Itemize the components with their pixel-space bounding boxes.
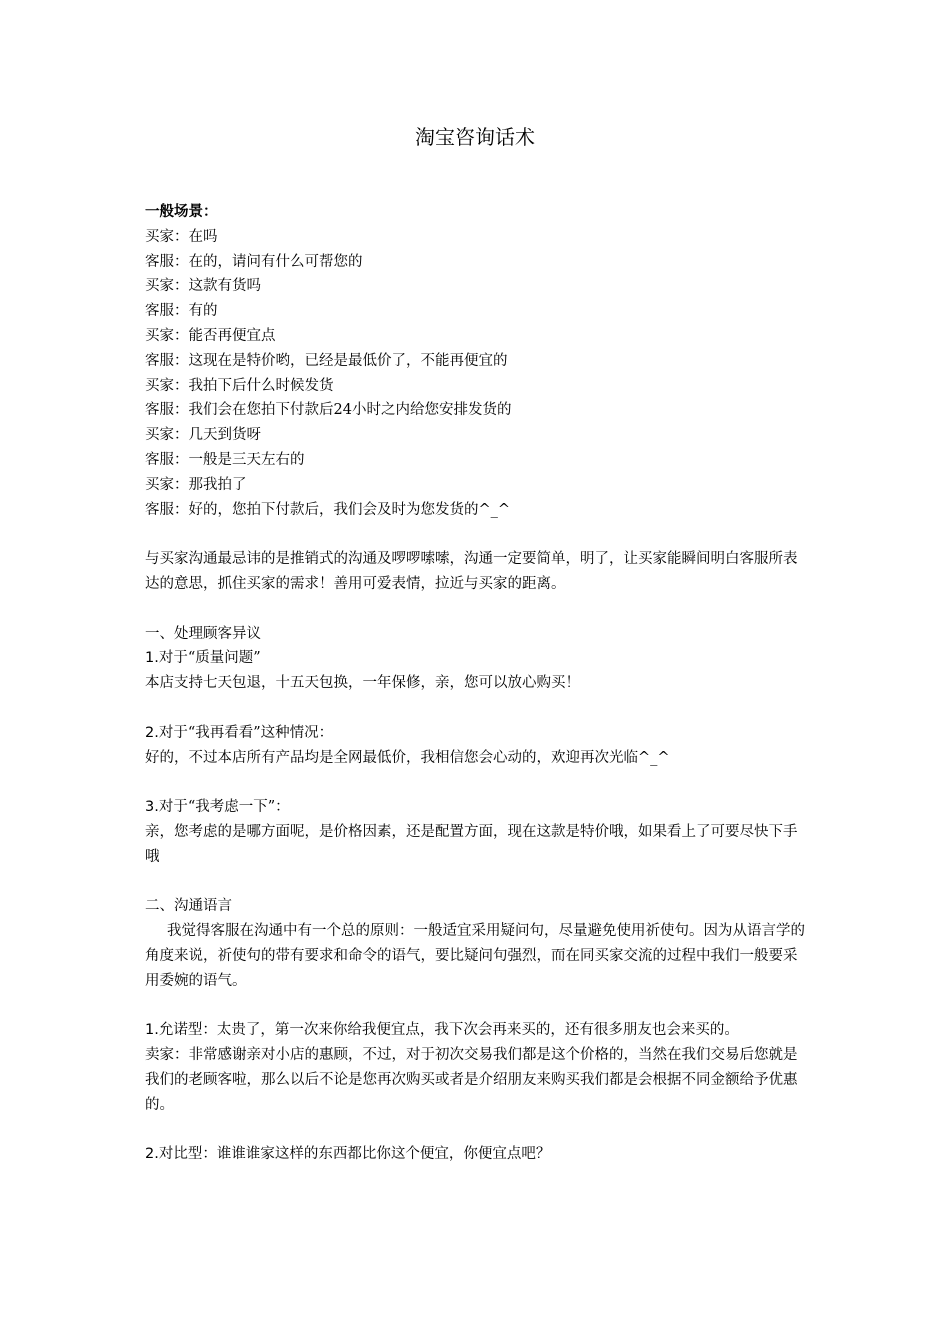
dialogue-line: 买家：几天到货呀 — [145, 427, 261, 444]
item-title: 对于“质量问题” — [158, 650, 261, 667]
item-title: 对于“我考虑一下”： — [158, 799, 290, 816]
section2-item-title — [145, 1018, 810, 1043]
item-title: 允诺型：太贵了，第一次来你给我便宜点，我下次会再来买的，还有很多朋友也会来买的。 — [158, 1022, 739, 1039]
dialogue-line: 买家：那我拍了 — [145, 476, 247, 493]
dialogue-line: 客服：有的 — [145, 303, 218, 320]
item-number: 3. — [145, 799, 159, 816]
dialogue-line: 客服：在的，请问有什么可帮您的 — [145, 253, 363, 270]
item-number: 2. — [145, 1146, 159, 1163]
dialogue-line: 买家：在吗 — [145, 228, 218, 245]
item-number: 1. — [145, 1022, 159, 1039]
item-title: 对比型：谁谁谁家这样的东西都比你这个便宜，你便宜点吧？ — [158, 1146, 551, 1163]
dialogue-line: 客服：我们会在您拍下付款后24小时之内给您安排发货的 — [145, 402, 512, 419]
section1-item-title — [145, 646, 810, 671]
section2-item-title — [145, 1142, 810, 1167]
item-number: 1. — [145, 650, 159, 667]
dialogue-line: 客服：这现在是特价哟，已经是最低价了，不能再便宜的 — [145, 352, 508, 369]
dialogue-line: 买家：能否再便宜点 — [145, 327, 276, 344]
section1-item-answer: 亲，您考虑的是哪方面呢，是价格因素，还是配置方面，现在这款是特价哦，如果看上了可要尽快下手哦 — [145, 823, 798, 865]
dialogue-line: 买家：我拍下后什么时候发货 — [145, 377, 334, 394]
section2-heading: 二、沟通语言 — [145, 898, 232, 915]
dialogue-line: 买家：这款有货吗 — [145, 278, 261, 295]
section1-heading: 一、处理顾客异议 — [145, 625, 261, 642]
section2-item-answer: 卖家：非常感谢亲对小店的惠顾，不过，对于初次交易我们都是这个价格的，当然在我们交易后您就是我们的老顾客啦，那么以后不论是您再次购买或者是介绍朋友来购买我们都是会根据不同金额给予优惠的。 — [145, 1047, 798, 1113]
section1-item-title — [145, 721, 810, 746]
summary-paragraph: 与买家沟通最忌讳的是推销式的沟通及啰啰嗦嗦，沟通一定要简单，明了，让买家能瞬间明白客服所表达的意思，抓住买家的需求！善用可爱表情，拉近与买家的距离。 — [145, 551, 798, 592]
document-body — [145, 200, 810, 1167]
item-number: 2. — [145, 724, 159, 741]
general-scene-heading: 一般场景： — [145, 203, 218, 220]
section2-intro: 我觉得客服在沟通中有一个总的原则：一般适宜采用疑问句，尽量避免使用祈使句。因为从语言学的角度来说，祈使句的带有要求和命令的语气，要比疑问句强烈，而在同买家交流的过程中我们一般要采用委婉的语气。 — [145, 923, 805, 989]
section1-item-answer: 好的，不过本店所有产品均是全网最低价，我相信您会心动的，欢迎再次光临^_^ — [145, 749, 670, 766]
dialogue-line: 客服：一般是三天左右的 — [145, 451, 305, 468]
section1-item-title — [145, 795, 810, 820]
item-title: 对于“我再看看”这种情况： — [158, 724, 334, 741]
section1-item-answer: 本店支持七天包退，十五天包换，一年保修，亲，您可以放心购买！ — [145, 675, 580, 692]
document-title: 淘宝咨询话术 — [415, 125, 535, 149]
dialogue-line: 客服：好的，您拍下付款后，我们会及时为您发货的^_^ — [145, 501, 511, 518]
